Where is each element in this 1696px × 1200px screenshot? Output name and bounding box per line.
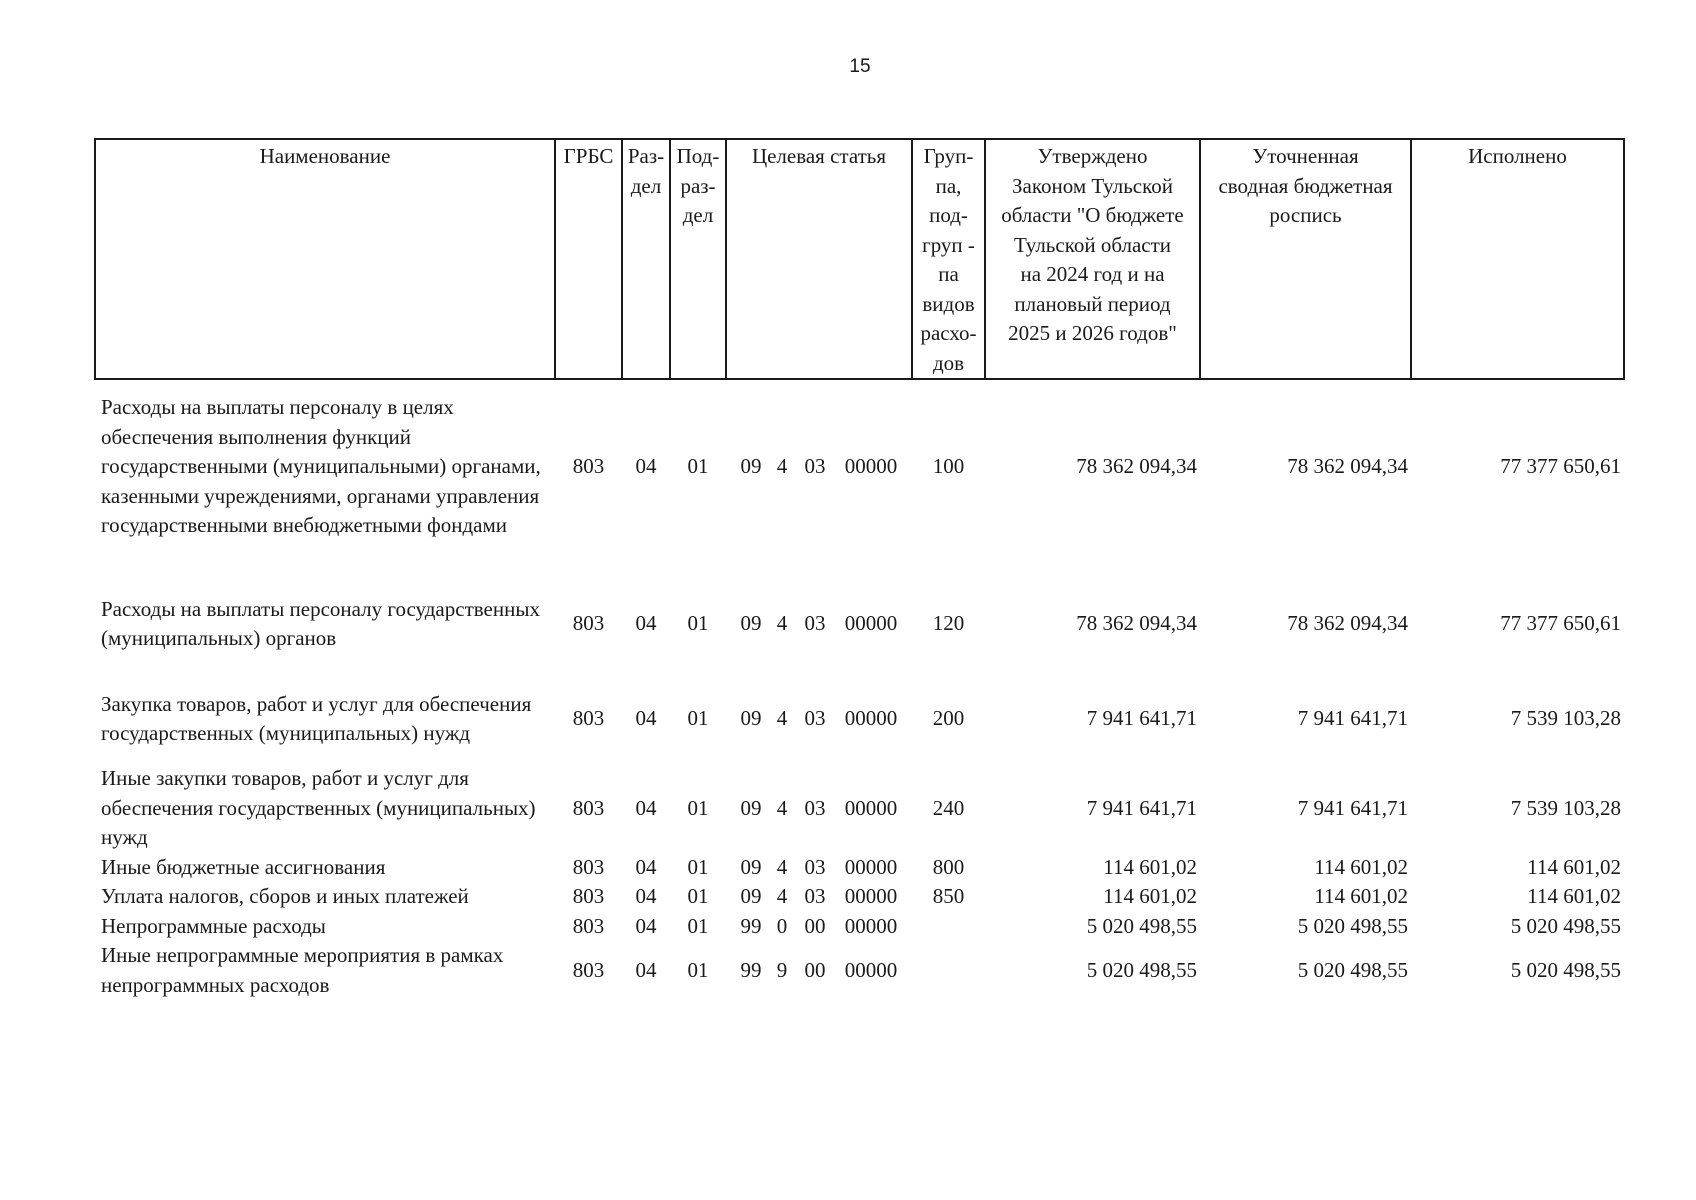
target-part: 09: [740, 611, 762, 636]
header-razdel: Раз- дел: [622, 139, 670, 379]
cell-approved: 114 601,02: [1103, 884, 1197, 908]
cell-refined: 78 362 094,34: [1287, 454, 1408, 479]
cell-podrazdel: 01: [687, 706, 709, 731]
cell-name: Непрограммные расходы: [101, 913, 326, 938]
target-part: 00: [804, 957, 826, 982]
target-part: 09: [740, 884, 762, 908]
table-row: [95, 674, 1624, 764]
cell-podrazdel: 01: [687, 611, 709, 636]
cell-executed: 77 377 650,61: [1500, 611, 1621, 636]
cell-name: Расходы на выплаты персоналу государственных (муниципальных) органов: [101, 596, 540, 650]
cell-group: [912, 941, 985, 1000]
target-part: 00000: [844, 454, 898, 479]
cell-razdel: 04: [635, 957, 657, 982]
table-row: [95, 764, 1624, 853]
row-spacer: [95, 554, 1624, 584]
cell-target: [726, 674, 912, 764]
cell-razdel: 04: [635, 795, 657, 820]
cell-approved: 7 941 641,71: [1086, 706, 1197, 731]
target-part: 00000: [844, 611, 898, 636]
row-spacer-cell: [95, 554, 1624, 584]
target-part: 4: [776, 611, 788, 636]
cell-podrazdel: 01: [687, 884, 709, 908]
cell-group: 800: [932, 854, 965, 879]
target-part: 09: [740, 795, 762, 820]
cell-name: Иные бюджетные ассигнования: [101, 854, 386, 879]
cell-refined: 5 020 498,55: [1297, 957, 1408, 982]
target-part: 0: [776, 913, 788, 938]
target-part: 03: [804, 854, 826, 879]
cell-grbs: 803: [572, 854, 605, 879]
header-row: [95, 139, 1624, 379]
cell-target: [726, 853, 912, 883]
target-part: 09: [740, 706, 762, 731]
cell-approved: 78 362 094,34: [1076, 611, 1197, 636]
cell-razdel: 04: [635, 454, 657, 479]
target-part: 00000: [844, 795, 898, 820]
cell-target: [726, 379, 912, 554]
header-executed: Исполнено: [1411, 139, 1624, 379]
cell-grbs: 803: [572, 706, 605, 731]
target-part: 4: [776, 706, 788, 731]
cell-refined: 7 941 641,71: [1297, 706, 1408, 731]
target-part: 09: [740, 454, 762, 479]
header-grbs: ГРБС: [555, 139, 622, 379]
table-row: [95, 912, 1624, 942]
target-part: 00000: [844, 884, 898, 908]
cell-approved: 114 601,02: [1103, 854, 1197, 879]
cell-executed: 5 020 498,55: [1510, 913, 1621, 938]
cell-executed: 7 539 103,28: [1510, 795, 1621, 820]
cell-executed: 114 601,02: [1527, 854, 1621, 879]
target-part: 03: [804, 795, 826, 820]
target-part: 9: [776, 957, 788, 982]
cell-executed: 7 539 103,28: [1510, 706, 1621, 731]
page-number: 15: [849, 56, 871, 77]
cell-approved: 5 020 498,55: [1086, 957, 1197, 982]
target-part: 00000: [844, 913, 898, 938]
cell-podrazdel: 01: [687, 913, 709, 938]
cell-group: 100: [932, 454, 965, 479]
header-podrazdel: Под- раз- дел: [670, 139, 726, 379]
target-part: 4: [776, 884, 788, 908]
table-row: [95, 941, 1624, 1000]
cell-refined: 114 601,02: [1314, 854, 1408, 879]
header-target: Целевая статья: [726, 139, 912, 379]
cell-target: [726, 584, 912, 664]
table-row: [95, 882, 1624, 912]
cell-refined: 114 601,02: [1314, 884, 1408, 908]
target-part: 00000: [844, 854, 898, 879]
target-part: 03: [804, 454, 826, 479]
cell-name: Иные закупки товаров, работ и услуг для обеспечения государственных (муниципальных) нужд: [101, 766, 536, 849]
cell-executed: 114 601,02: [1527, 884, 1621, 908]
cell-executed: 5 020 498,55: [1510, 957, 1621, 982]
table-body: [95, 379, 1624, 1000]
cell-razdel: 04: [635, 913, 657, 938]
target-part: 00000: [844, 957, 898, 982]
header-name: Наименование: [95, 139, 555, 379]
target-part: 03: [804, 884, 826, 908]
cell-podrazdel: 01: [687, 854, 709, 879]
target-part: 00: [804, 913, 826, 938]
cell-razdel: 04: [635, 884, 657, 908]
header-approved: Утверждено Законом Тульской области "О бюджете Тульской области на 2024 год и на плановый период 2025 и 2026 годов": [985, 139, 1200, 379]
cell-razdel: 04: [635, 854, 657, 879]
cell-podrazdel: 01: [687, 795, 709, 820]
cell-refined: 78 362 094,34: [1287, 611, 1408, 636]
cell-refined: 7 941 641,71: [1297, 795, 1408, 820]
cell-podrazdel: 01: [687, 454, 709, 479]
cell-refined: 5 020 498,55: [1297, 913, 1408, 938]
cell-name: Уплата налогов, сборов и иных платежей: [101, 884, 469, 908]
cell-group: 850: [932, 884, 965, 908]
target-part: 03: [804, 611, 826, 636]
cell-podrazdel: 01: [687, 957, 709, 982]
target-part: 09: [740, 854, 762, 879]
target-part: 03: [804, 706, 826, 731]
target-part: 4: [776, 854, 788, 879]
cell-executed: 77 377 650,61: [1500, 454, 1621, 479]
cell-group: 120: [932, 611, 965, 636]
cell-approved: 78 362 094,34: [1076, 454, 1197, 479]
target-part: 99: [740, 913, 762, 938]
table-row: [95, 584, 1624, 664]
cell-grbs: 803: [572, 884, 605, 908]
cell-target: [726, 764, 912, 853]
cell-grbs: 803: [572, 795, 605, 820]
cell-group: [912, 912, 985, 942]
cell-name: Иные непрограммные мероприятия в рамках непрограммных расходов: [101, 943, 504, 997]
header-refined: Уточненная сводная бюджетная роспись: [1200, 139, 1411, 379]
cell-approved: 7 941 641,71: [1086, 795, 1197, 820]
cell-group: 240: [932, 795, 965, 820]
cell-name: Расходы на выплаты персоналу в целях обеспечения выполнения функций государственными (муниципальными) органами, казенными учреждениями, органами управления государственными внебюджетными фондами: [101, 395, 541, 538]
cell-grbs: 803: [572, 957, 605, 982]
cell-razdel: 04: [635, 706, 657, 731]
row-spacer: [95, 664, 1624, 674]
cell-name: Закупка товаров, работ и услуг для обеспечения государственных (муниципальных) нужд: [101, 691, 532, 745]
cell-grbs: 803: [572, 611, 605, 636]
cell-approved: 5 020 498,55: [1086, 913, 1197, 938]
header-group: Груп- па, под- груп - па видов расхо- дов: [912, 139, 985, 379]
target-part: 4: [776, 795, 788, 820]
cell-razdel: 04: [635, 611, 657, 636]
table-row: [95, 853, 1624, 883]
table-row: [95, 379, 1624, 554]
cell-grbs: 803: [572, 454, 605, 479]
cell-target: [726, 912, 912, 942]
cell-grbs: 803: [572, 913, 605, 938]
cell-target: [726, 941, 912, 1000]
table-header: [95, 139, 1624, 379]
cell-group: 200: [932, 706, 965, 731]
target-part: 00000: [844, 706, 898, 731]
row-spacer-cell: [95, 664, 1624, 674]
cell-target: [726, 882, 912, 912]
target-part: 4: [776, 454, 788, 479]
budget-table: [94, 138, 1625, 1000]
target-part: 99: [740, 957, 762, 982]
